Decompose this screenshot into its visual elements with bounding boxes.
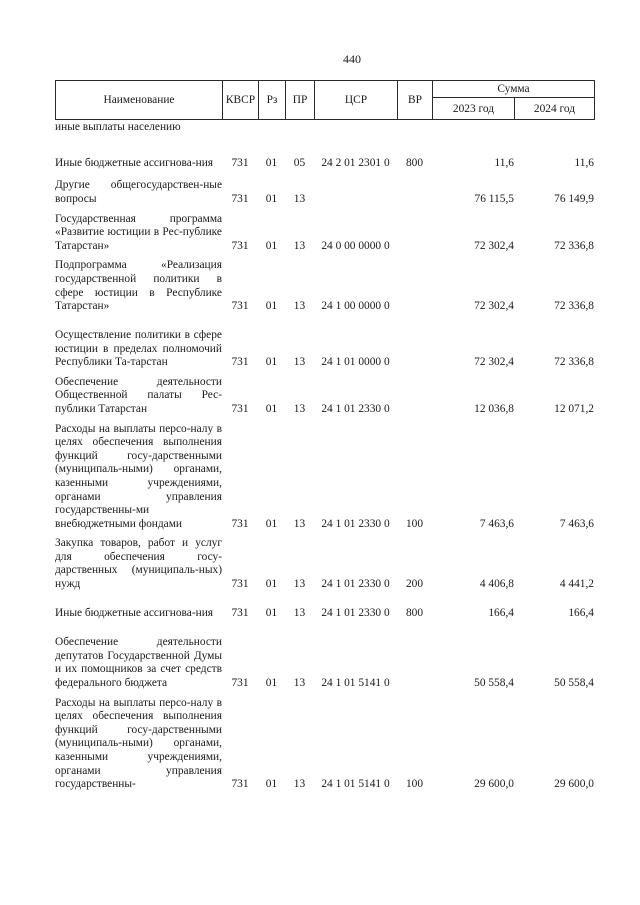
- row-sum-2024: 12 071,2: [554, 402, 594, 415]
- row-rz: 01: [265, 193, 278, 205]
- header-sum: Сумма: [433, 81, 595, 98]
- row-rz: 01: [265, 517, 278, 530]
- row-rz: 01: [265, 300, 278, 313]
- table-row: [55, 253, 594, 313]
- row-name: Государственная программа «Развитие юстиции в Рес-публике Татарстан»: [55, 212, 222, 252]
- header-name: Наименование: [56, 81, 223, 120]
- row-name: Подпрограмма «Реализация государственной политики в сфере юстиции в Республике Татарстан»: [55, 259, 222, 313]
- row-sum-2023: 72 302,4: [474, 239, 514, 252]
- row-sum-2023: 76 115,5: [474, 193, 514, 205]
- row-sum-2024: 166,4: [568, 607, 594, 620]
- row-name: Иные бюджетные ассигнова-ния: [55, 157, 214, 169]
- row-sum-2023: [432, 121, 514, 135]
- row-kvsr: 731: [231, 578, 249, 591]
- table-row: [55, 135, 594, 171]
- row-sum-2024: 76 149,9: [554, 193, 594, 205]
- row-vr: 800: [405, 607, 424, 620]
- row-name: Обеспечение деятельности Общественной палаты Рес-публики Татарстан: [55, 375, 222, 415]
- row-pr: 13: [293, 778, 306, 791]
- table-row: [55, 370, 594, 417]
- table-row: [55, 592, 594, 621]
- row-csr: 24 1 01 5141 0: [321, 677, 390, 690]
- row-pr: 13: [293, 607, 306, 620]
- header-2024: 2024 год: [515, 98, 595, 120]
- row-csr: 24 1 01 0000 0: [321, 356, 390, 369]
- row-sum-2024: 11,6: [574, 157, 594, 169]
- row-sum-2024: 29 600,0: [554, 778, 594, 791]
- row-vr: [397, 370, 432, 417]
- header-vr: ВР: [398, 81, 433, 120]
- row-kvsr: 731: [231, 300, 249, 313]
- budget-table: [55, 121, 594, 792]
- row-name: Осуществление политики в сфере юстиции в пределах полномочий Республики Та-тарстан: [55, 328, 222, 369]
- row-csr: 24 2 01 2301 0: [321, 157, 390, 169]
- row-rz: 01: [265, 402, 278, 415]
- row-sum-2023: 72 302,4: [474, 356, 514, 369]
- row-rz: 01: [265, 677, 278, 690]
- row-kvsr: 731: [231, 239, 249, 252]
- row-pr: 13: [293, 239, 306, 252]
- row-kvsr: [222, 121, 258, 135]
- row-vr: [397, 207, 432, 254]
- row-rz: 01: [265, 778, 278, 791]
- row-csr: [314, 121, 397, 135]
- row-sum-2024: 4 441,2: [559, 578, 594, 591]
- row-csr: 24 1 01 2330 0: [321, 517, 390, 530]
- row-csr: 24 1 01 2330 0: [321, 578, 390, 591]
- row-pr: [285, 121, 314, 135]
- row-vr: [397, 314, 432, 370]
- row-sum-2024: 72 336,8: [554, 356, 594, 369]
- row-kvsr: 731: [231, 193, 249, 205]
- row-csr: [314, 171, 397, 207]
- row-csr: 24 1 01 2330 0: [321, 402, 390, 415]
- row-pr: 13: [293, 356, 306, 369]
- row-rz: [258, 121, 285, 135]
- row-name: Закупка товаров, работ и услуг для обеспечения госу-дарственных (муниципаль-ных) нужд: [55, 537, 222, 591]
- row-sum-2024: 72 336,8: [554, 300, 594, 313]
- row-kvsr: 731: [231, 607, 249, 620]
- row-kvsr: 731: [231, 517, 249, 530]
- row-vr: [397, 121, 432, 135]
- row-pr: 13: [293, 193, 306, 205]
- row-pr: 13: [293, 300, 306, 313]
- row-vr: 100: [405, 778, 424, 791]
- header-2023: 2023 год: [433, 98, 515, 120]
- header-csr: ЦСР: [315, 81, 398, 120]
- table-row: [55, 314, 594, 370]
- row-rz: 01: [265, 578, 278, 591]
- row-name: Расходы на выплаты персо-налу в целях обеспечения выполнения функций госу-дарственными (муниципаль-ными) органами, казенными учреждениями, органами управления государственны-: [55, 696, 222, 791]
- row-name: Расходы на выплаты персо-налу в целях обеспечения выполнения функций госу-дарственными (муниципаль-ными) органами, казенными учреждениями, органами управления государственны-ми внебюджетными фондами: [55, 422, 222, 530]
- row-kvsr: 731: [231, 402, 249, 415]
- row-pr: 13: [293, 677, 306, 690]
- row-pr: 13: [293, 402, 306, 415]
- row-sum-2024: 72 336,8: [554, 239, 594, 252]
- row-csr: 24 0 00 0000 0: [321, 239, 390, 252]
- row-sum-2023: 72 302,4: [474, 300, 514, 313]
- row-rz: 01: [265, 607, 278, 620]
- row-name: иные выплаты населению: [55, 121, 181, 133]
- row-sum-2023: 4 406,8: [479, 578, 514, 591]
- row-sum-2023: 166,4: [488, 607, 514, 620]
- row-vr: 800: [405, 157, 424, 169]
- row-sum-2024: 7 463,6: [559, 517, 594, 530]
- row-vr: 100: [405, 517, 424, 530]
- header-pr: ПР: [286, 81, 315, 120]
- row-kvsr: 731: [231, 778, 249, 791]
- row-vr: 200: [405, 578, 424, 591]
- table-row: [55, 207, 594, 254]
- table-row: [55, 691, 594, 792]
- table-header: [55, 80, 595, 120]
- row-pr: 13: [293, 578, 306, 591]
- row-sum-2023: 12 036,8: [474, 402, 514, 415]
- row-sum-2023: 7 463,6: [479, 517, 514, 530]
- row-sum-2024: 50 558,4: [554, 677, 594, 690]
- table-row: [55, 121, 594, 135]
- row-name: Другие общегосударствен-ные вопросы: [55, 179, 222, 205]
- row-kvsr: 731: [231, 157, 249, 169]
- table-row: [55, 621, 594, 691]
- row-kvsr: 731: [231, 677, 249, 690]
- row-sum-2023: 50 558,4: [474, 677, 514, 690]
- header-rz: Рз: [259, 81, 286, 120]
- row-sum-2023: 29 600,0: [474, 778, 514, 791]
- row-name: Обеспечение деятельности депутатов Государственной Думы и их помощников за счет средств федерального бюджета: [55, 636, 222, 690]
- row-sum-2024: [514, 121, 594, 135]
- table-row: [55, 531, 594, 591]
- page-number: 440: [343, 52, 361, 66]
- row-name: Иные бюджетные ассигнова-ния: [55, 607, 214, 620]
- row-pr: 13: [293, 517, 306, 530]
- row-rz: 01: [265, 239, 278, 252]
- table-row: [55, 171, 594, 207]
- row-vr: [397, 171, 432, 207]
- row-rz: 01: [265, 356, 278, 369]
- row-csr: 24 1 01 2330 0: [321, 607, 390, 620]
- row-kvsr: 731: [231, 356, 249, 369]
- row-csr: 24 1 01 5141 0: [321, 778, 390, 791]
- table-row: [55, 417, 594, 532]
- row-pr: 05: [293, 157, 306, 169]
- header-kvsr: КВСР: [223, 81, 259, 120]
- row-csr: 24 1 00 0000 0: [321, 300, 390, 313]
- row-vr: [397, 621, 432, 691]
- row-sum-2023: 11,6: [494, 157, 514, 169]
- row-rz: 01: [265, 157, 278, 169]
- row-vr: [397, 253, 432, 313]
